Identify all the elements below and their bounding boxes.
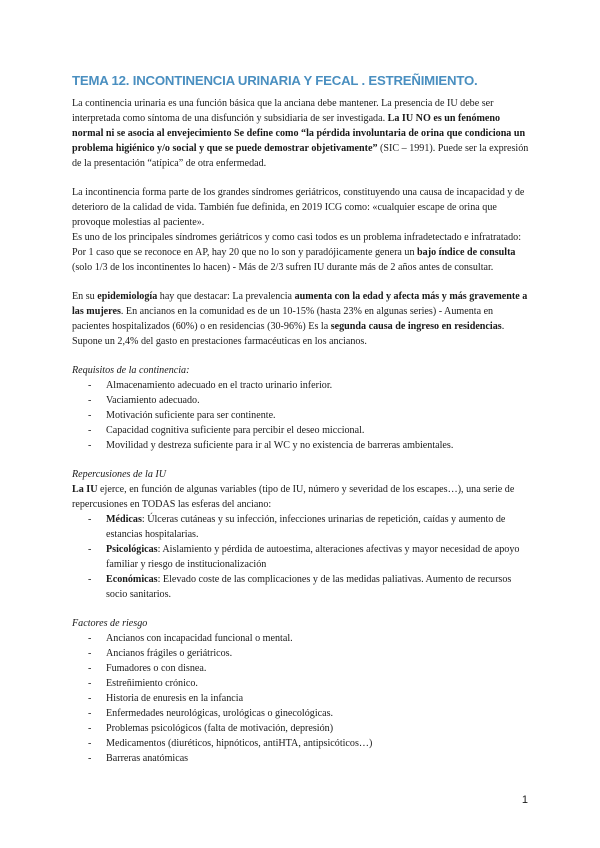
repercusiones-intro xyxy=(72,482,530,512)
bold-span: epidemiología xyxy=(97,291,158,302)
list-item: - Problemas psicológicos (falta de motivación, depresión) xyxy=(72,721,530,736)
text-span: Es uno de los principales síndromes geriátricos y como casi todos es un problema infradetectado e infratratado: Por 1 caso que se reconoce en AP, hay 20 que no lo son y paradójicamente genera un xyxy=(72,232,522,258)
list-item: - Motivación suficiente para ser continente. xyxy=(72,408,530,423)
requisitos-list xyxy=(72,378,530,453)
term: Psicológicas xyxy=(106,544,158,555)
list-item: - Fumadores o con disnea. xyxy=(72,661,530,676)
text-span: : Elevado coste de las complicaciones y de las medidas paliativas. Aumento de recursos socio sanitarios. xyxy=(106,574,512,600)
list-item: - Medicamentos (diuréticos, hipnóticos, antiHTA, antipsicóticos…) xyxy=(72,736,530,751)
term: Médicas xyxy=(106,514,142,525)
text-span: : Aislamiento y pérdida de autoestima, alteraciones afectivas y mayor necesidad de apoyo familiar y riesgo de institucionalización xyxy=(106,544,520,570)
page-number: 1 xyxy=(521,794,528,806)
list-item: - Capacidad cognitiva suficiente para percibir el deseo miccional. xyxy=(72,423,530,438)
page-title: TEMA 12. INCONTINENCIA URINARIA Y FECAL . ESTREÑIMIENTO. xyxy=(72,73,478,88)
list-item: - Ancianos frágiles o geriátricos. xyxy=(72,646,530,661)
list-item: - Ancianos con incapacidad funcional o mental. xyxy=(72,631,530,646)
text-span: (solo 1/3 de los incontinentes lo hacen) - Más de 2/3 sufren IU durante más de 2 años antes de consultar. xyxy=(72,262,494,273)
list-item: - Movilidad y destreza suficiente para ir al WC y no existencia de barreras ambientales. xyxy=(72,438,530,453)
list-item: - Historia de enuresis en la infancia xyxy=(72,691,530,706)
definition-bold: La IU NO es un fenómeno normal ni se asocia al envejecimiento Se define como “la pérdida involuntaria de orina que condiciona un problema higiénico y/o social y que se puede demostrar objetivamente” xyxy=(72,113,526,154)
bold-span: La IU xyxy=(72,484,98,495)
text-span: La incontinencia forma parte de los grandes síndromes geriátricos, constituyendo una causa de incapacidad y de deterioro de la calidad de vida. También fue definida, en 2019 ICG como: «cualquier escape de orina que provoque molestias al paciente». xyxy=(72,187,525,228)
bold-span: segunda causa de ingreso en residencias xyxy=(330,321,502,332)
list-item xyxy=(72,542,530,572)
repercusiones-list xyxy=(72,512,530,602)
text-span: La continencia urinaria es una función básica que la anciana debe mantener. La presencia de IU debe ser interpretada como síntoma de una disfunción y subsidiaria de ser investigada. xyxy=(72,98,494,124)
list-item: - Barreras anatómicas xyxy=(72,751,530,766)
text-span: ejerce, en función de algunas variables (tipo de IU, número y severidad de los escapes…), una serie de repercusiones en TODAS las esferas del anciano: xyxy=(72,484,515,510)
text-span: En su xyxy=(72,291,98,302)
page-content xyxy=(72,72,530,766)
factores-heading: Factores de riesgo xyxy=(72,618,148,629)
list-item: - Estreñimiento crónico. xyxy=(72,676,530,691)
factores-list xyxy=(72,631,530,766)
list-item: - Almacenamiento adecuado en el tracto urinario inferior. xyxy=(72,378,530,393)
list-item xyxy=(72,512,530,542)
text-span: hay que destacar: La prevalencia xyxy=(157,291,295,302)
list-item: - Vaciamiento adecuado. xyxy=(72,393,530,408)
text-span: . Supone un 2,4% del gasto en prestaciones farmacéuticas en los ancianos. xyxy=(72,321,505,347)
requisitos-heading: Requisitos de la continencia: xyxy=(72,365,190,376)
text-span: : Úlceras cutáneas y su infección, infecciones urinarias de repetición, caídas y aumento de estancias hospitalarias. xyxy=(106,514,506,540)
bold-span: aumenta con la edad y afecta más y más gravemente a las mujeres xyxy=(72,291,528,317)
term: Económicas xyxy=(106,574,158,585)
repercusiones-heading: Repercusiones de la IU xyxy=(72,469,167,480)
intro-paragraph xyxy=(72,96,530,171)
epidemiology-paragraph xyxy=(72,289,530,349)
list-item: - Enfermedades neurológicas, urológicas o ginecológicas. xyxy=(72,706,530,721)
text-span: . En ancianos en la comunidad es de un 10-15% (hasta 23% en algunas series) - Aumenta en pacientes hospitalizados (60%) o en residencias (30-96%) Es la xyxy=(72,306,494,332)
bold-span: bajo índice de consulta xyxy=(417,247,516,258)
syndrome-paragraph xyxy=(72,185,530,275)
list-item xyxy=(72,572,530,602)
text-span: (SIC – 1991). Puede ser la expresión de la presentación “atípica” de otra enfermedad. xyxy=(72,143,529,169)
